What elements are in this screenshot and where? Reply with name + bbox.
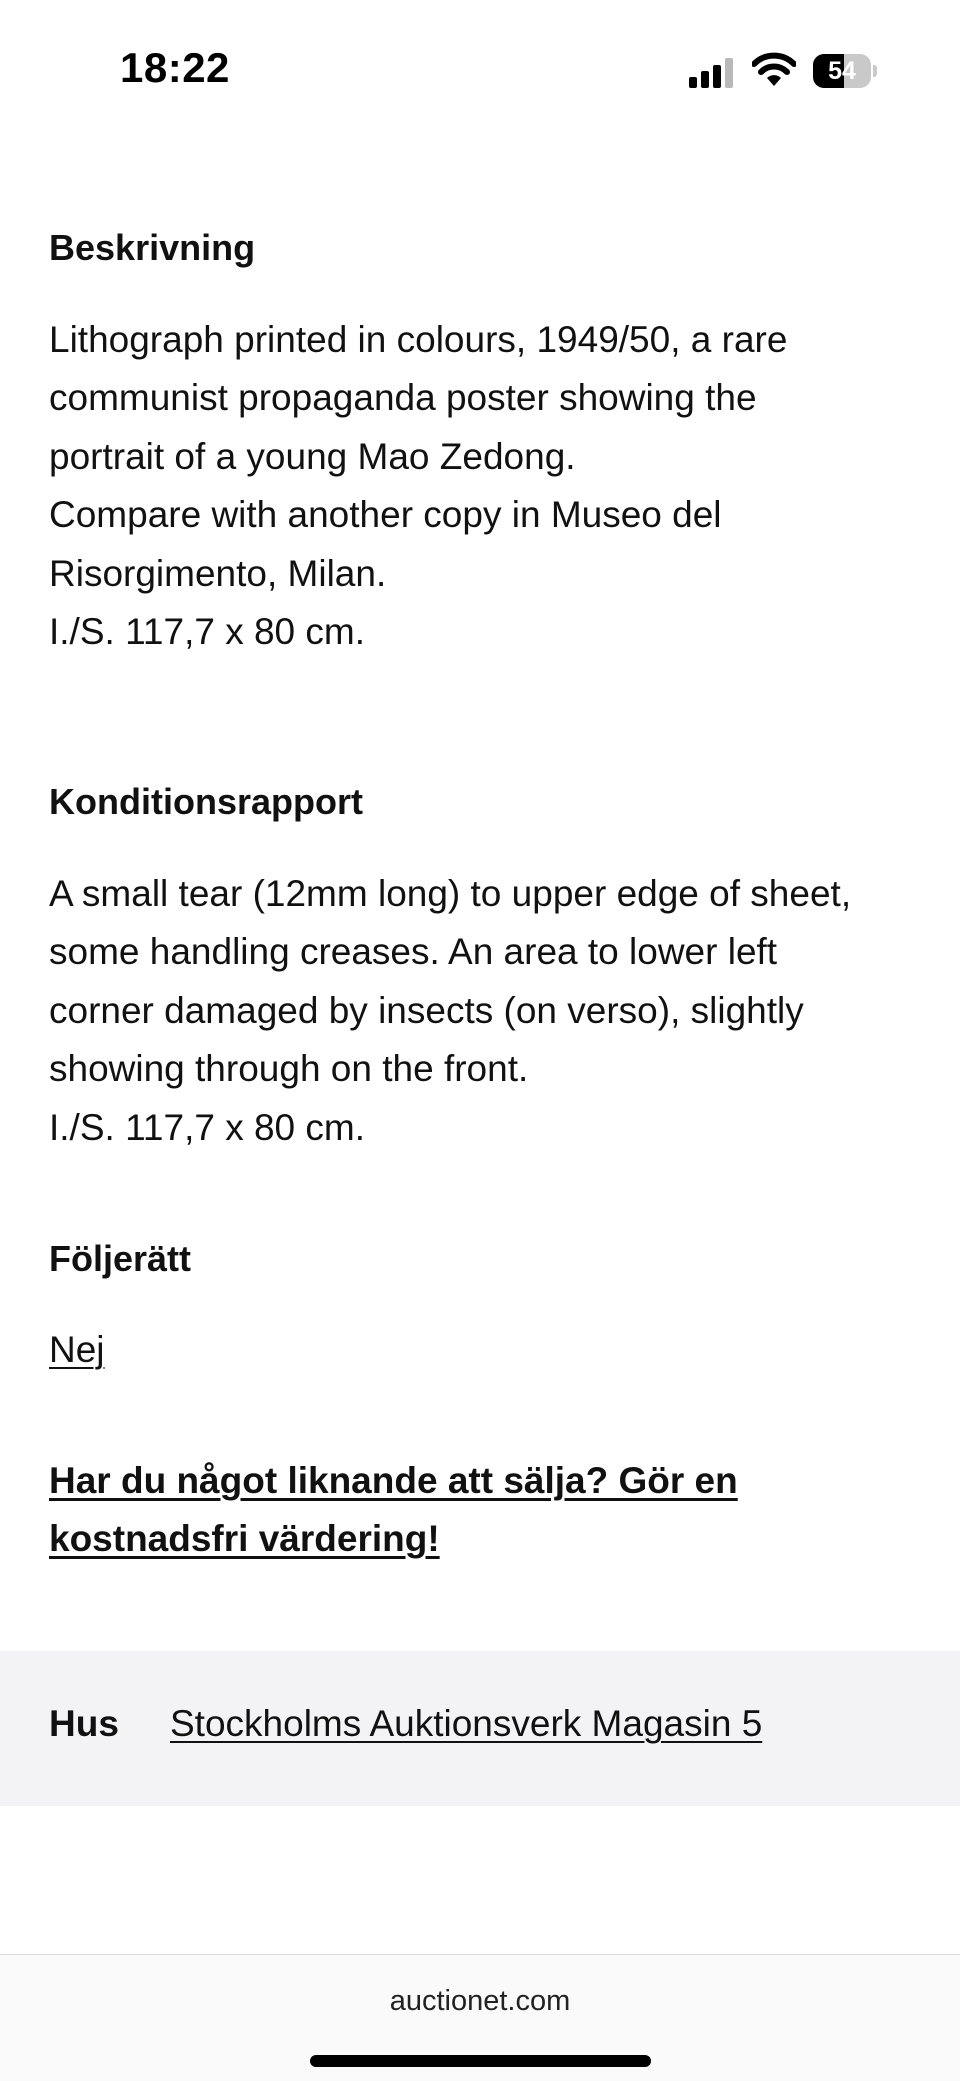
- condition-line: A small tear (12mm long) to upper edge of sheet,: [49, 873, 852, 914]
- condition-report-heading: Konditionsrapport: [49, 781, 363, 822]
- auction-house-row: [0, 1651, 960, 1806]
- condition-report-text: [49, 865, 929, 1157]
- battery-level: 54: [828, 57, 856, 85]
- status-time: 18:22: [120, 44, 230, 91]
- signal-icon: [689, 58, 737, 88]
- description-line: Risorgimento, Milan.: [49, 552, 387, 594]
- house-label: Hus: [49, 1703, 119, 1744]
- condition-line: corner damaged by insects (on verso), slightly: [49, 989, 804, 1031]
- condition-line: showing through on the front.: [49, 1048, 529, 1090]
- auction-house-link[interactable]: Stockholms Auktionsverk Magasin 5: [170, 1703, 763, 1744]
- description-line: portrait of a young Mao Zedong.: [49, 435, 576, 477]
- condition-line: I./S. 117,7 x 80 cm.: [49, 1106, 366, 1148]
- home-indicator[interactable]: [310, 2055, 651, 2067]
- resale-right-heading: Följerätt: [49, 1238, 192, 1279]
- resale-right-value-wrap: [49, 1321, 929, 1379]
- description-text: [49, 311, 929, 661]
- url-text[interactable]: auctionet.com: [389, 1985, 571, 2017]
- wifi-icon: [752, 52, 796, 88]
- description-line: Lithograph printed in colours, 1949/50, a rare: [49, 319, 788, 360]
- status-bar: [0, 0, 960, 140]
- resale-right-link[interactable]: Nej: [49, 1329, 105, 1370]
- browser-address-bar[interactable]: [0, 1954, 960, 2081]
- free-valuation-link[interactable]: [49, 1452, 738, 1568]
- description-heading: Beskrivning: [49, 227, 256, 268]
- condition-line: some handling creases. An area to lower left: [49, 931, 778, 973]
- valuation-link-line: kostnadsfri värdering!: [49, 1518, 440, 1559]
- description-line: I./S. 117,7 x 80 cm.: [49, 611, 366, 653]
- valuation-link-line: Har du något liknande att sälja? Gör en: [49, 1460, 738, 1501]
- description-line: communist propaganda poster showing the: [49, 377, 757, 419]
- description-line: Compare with another copy in Museo del: [49, 494, 722, 536]
- battery-icon: [813, 54, 877, 88]
